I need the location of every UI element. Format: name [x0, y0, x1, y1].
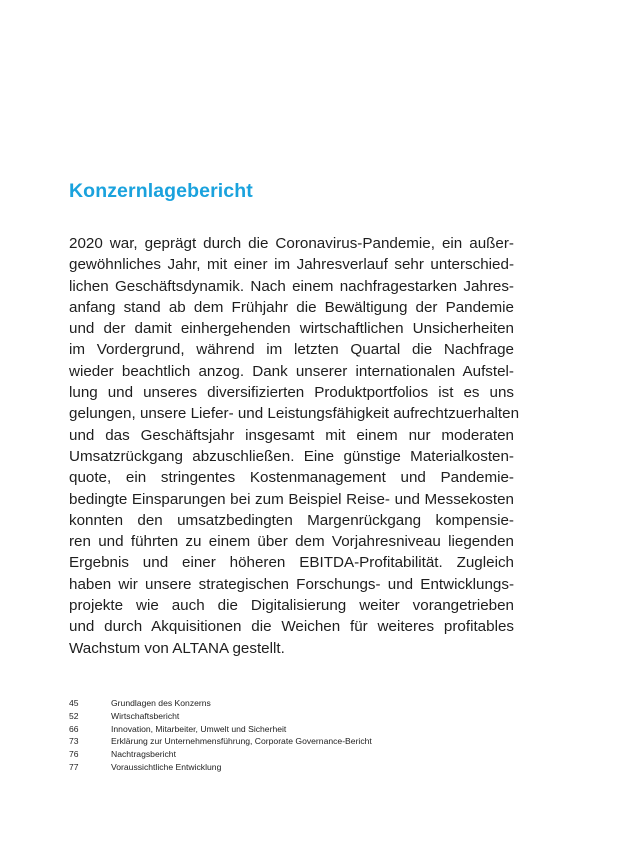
- body-line: konnten den umsatzbedingten Margenrückgang kompensie-: [69, 511, 514, 529]
- toc-page-number: 73: [69, 736, 79, 747]
- body-line: ren und führten zu einem über dem Vorjahresniveau liegenden: [69, 533, 514, 551]
- body-line: lung und unseres diversifizierten Produktportfolios ist es uns: [69, 384, 514, 402]
- body-line: und der damit einhergehenden wirtschaftlichen Unsicherheiten: [69, 320, 514, 338]
- body-line: haben wir unsere strategischen Forschungs- und Entwicklungs-: [69, 575, 514, 593]
- body-line: Umsatzrückgang abzuschließen. Eine günstige Materialkosten-: [69, 447, 514, 465]
- toc-label: Wirtschaftsbericht: [111, 710, 180, 721]
- toc-page-number: 45: [69, 698, 79, 708]
- toc-entry[interactable]: [69, 710, 372, 723]
- section-title: Konzernlagebericht: [69, 180, 253, 202]
- toc-page-number: 52: [69, 710, 79, 721]
- body-line: wieder beachtlich anzog. Dank unserer internationalen Aufstel-: [69, 362, 514, 380]
- body-line: bedingte Einsparungen bei zum Beispiel Reise- und Messekosten: [69, 490, 514, 508]
- body-line: anfang stand ab dem Frühjahr die Bewältigung der Pandemie: [69, 298, 514, 316]
- body-line: im Vordergrund, während im letzten Quartal die Nachfrage: [69, 341, 514, 359]
- toc-label: Voraussichtliche Entwicklung: [111, 761, 222, 772]
- body-line: gewöhnliches Jahr, mit einer im Jahresverlauf sehr unterschied-: [69, 256, 514, 274]
- body-line: und durch Akquisitionen die Weichen für weiteres profitables: [69, 618, 514, 636]
- toc-label: Erklärung zur Unternehmensführung, Corporate Governance-Bericht: [111, 736, 372, 747]
- toc-label: Innovation, Mitarbeiter, Umwelt und Sicherheit: [111, 723, 287, 734]
- body-line: projekte wie auch die Digitalisierung weiter vorangetrieben: [69, 597, 514, 615]
- body-line: und das Geschäftsjahr insgesamt mit einem nur moderaten: [69, 426, 514, 444]
- table-of-contents: [69, 697, 372, 774]
- body-line: gelungen, unsere Liefer- und Leistungsfähigkeit aufrechtzuerhalten: [69, 405, 520, 423]
- body-line: lichen Geschäftsdynamik. Nach einem nachfragestarken Jahres-: [69, 277, 514, 295]
- body-line: quote, ein stringentes Kostenmanagement und Pandemie-: [69, 469, 514, 487]
- body-paragraph: [69, 233, 520, 659]
- toc-page-number: 66: [69, 723, 79, 734]
- body-line: 2020 war, geprägt durch die Coronavirus-Pandemie, ein außer-: [69, 235, 514, 252]
- body-line: Ergebnis und einer höheren EBITDA-Profitabilität. Zugleich: [69, 554, 514, 572]
- toc-entry[interactable]: [69, 761, 372, 774]
- toc-entry[interactable]: [69, 723, 372, 736]
- toc-label: Grundlagen des Konzerns: [111, 698, 211, 708]
- toc-entry[interactable]: [69, 735, 372, 748]
- body-line: Wachstum von ALTANA gestellt.: [69, 639, 285, 657]
- toc-page-number: 76: [69, 749, 79, 760]
- toc-label: Nachtragsbericht: [111, 749, 176, 760]
- toc-page-number: 77: [69, 761, 79, 772]
- toc-entry[interactable]: [69, 697, 372, 710]
- toc-entry[interactable]: [69, 748, 372, 761]
